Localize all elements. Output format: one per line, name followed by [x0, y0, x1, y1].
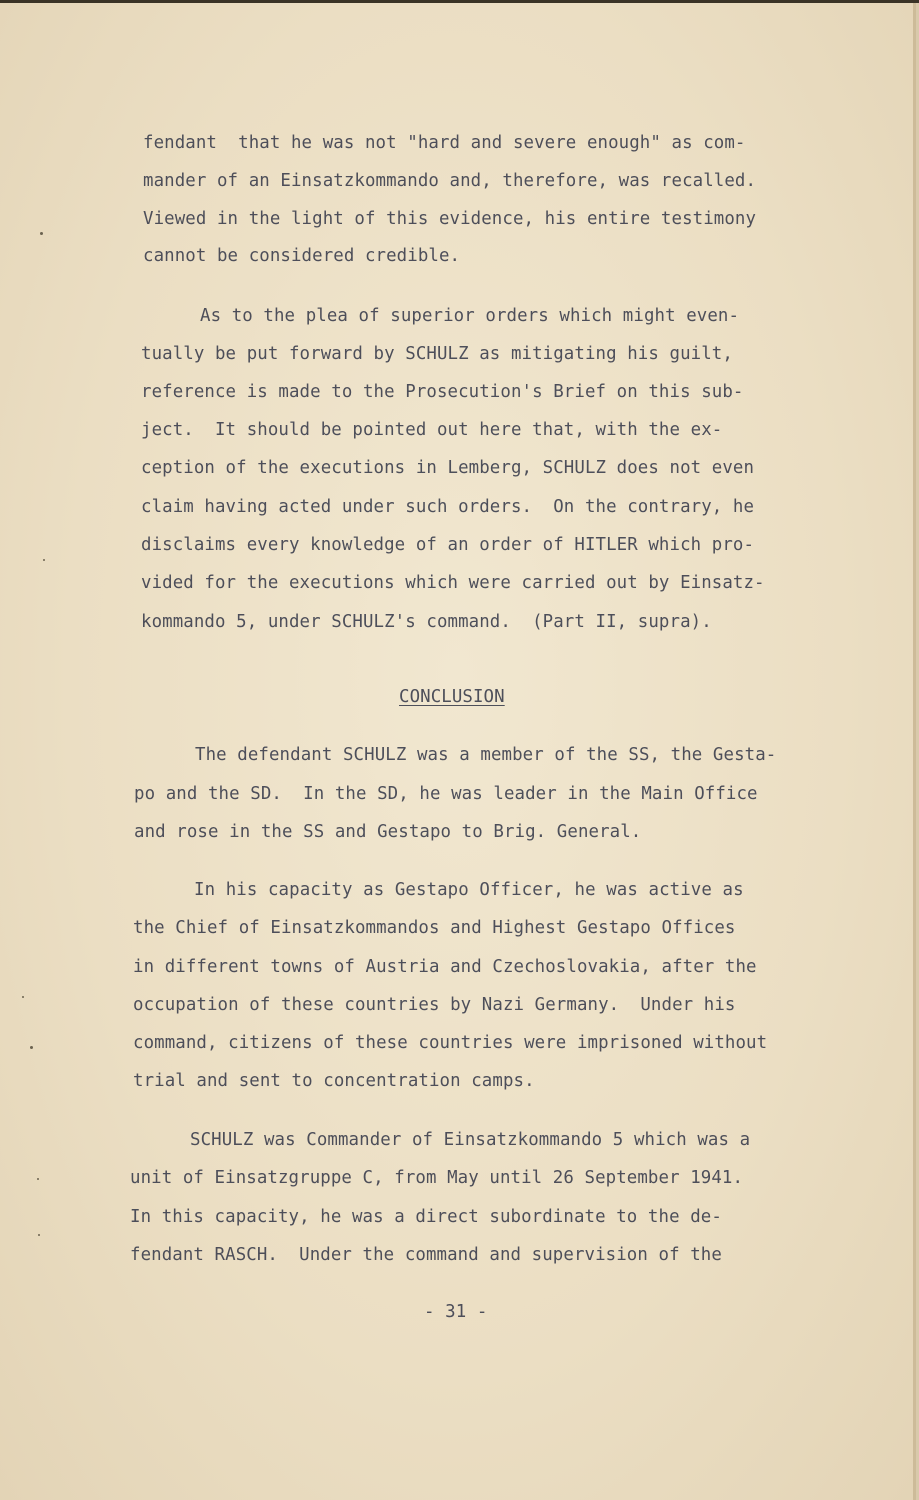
text-line: reference is made to the Prosecution's Brief on this sub-	[141, 382, 744, 402]
text-line: tually be put forward by SCHULZ as mitigating his guilt,	[141, 344, 733, 364]
text-line: the Chief of Einsatzkommandos and Highest Gestapo Offices	[133, 918, 736, 938]
text-line: command, citizens of these countries were imprisoned without	[133, 1033, 768, 1053]
document-page	[0, 3, 916, 1500]
text-line: In his capacity as Gestapo Officer, he was active as	[194, 880, 744, 900]
text-line: occupation of these countries by Nazi Germany. Under his	[133, 995, 736, 1015]
text-line: disclaims every knowledge of an order of HITLER which pro-	[141, 535, 755, 555]
scan-speck	[30, 1046, 33, 1049]
scan-speck	[37, 1178, 39, 1180]
text-line: fendant RASCH. Under the command and supervision of the	[130, 1245, 722, 1265]
scan-speck	[43, 559, 45, 561]
text-line: In this capacity, he was a direct subordinate to the de-	[130, 1207, 722, 1227]
page-number: - 31 -	[424, 1302, 488, 1322]
text-line: and rose in the SS and Gestapo to Brig. General.	[134, 822, 642, 842]
text-line: kommando 5, under SCHULZ's command. (Part II, supra).	[141, 612, 712, 632]
text-line: ject. It should be pointed out here that, with the ex-	[141, 420, 723, 440]
text-line: As to the plea of superior orders which might even-	[200, 306, 740, 326]
text-line: ception of the executions in Lemberg, SCHULZ does not even	[141, 458, 755, 478]
text-line: in different towns of Austria and Czechoslovakia, after the	[133, 957, 757, 977]
scan-speck	[40, 232, 43, 235]
text-line: SCHULZ was Commander of Einsatzkommando 5 which was a	[190, 1130, 751, 1150]
scan-speck	[38, 1234, 40, 1236]
section-heading: CONCLUSION	[399, 687, 505, 707]
text-line: The defendant SCHULZ was a member of the SS, the Gesta-	[195, 745, 777, 765]
text-line: fendant that he was not "hard and severe enough" as com-	[143, 133, 746, 153]
text-line: trial and sent to concentration camps.	[133, 1071, 535, 1091]
text-line: po and the SD. In the SD, he was leader in the Main Office	[134, 784, 758, 804]
scan-speck	[22, 996, 24, 998]
text-line: claim having acted under such orders. On the contrary, he	[141, 497, 755, 517]
text-line: mander of an Einsatzkommando and, therefore, was recalled.	[143, 171, 757, 191]
text-line: Viewed in the light of this evidence, his entire testimony	[143, 209, 757, 229]
text-line: cannot be considered credible.	[143, 246, 461, 266]
text-line: vided for the executions which were carried out by Einsatz-	[141, 573, 765, 593]
text-line: unit of Einsatzgruppe C, from May until 26 September 1941.	[130, 1168, 744, 1188]
